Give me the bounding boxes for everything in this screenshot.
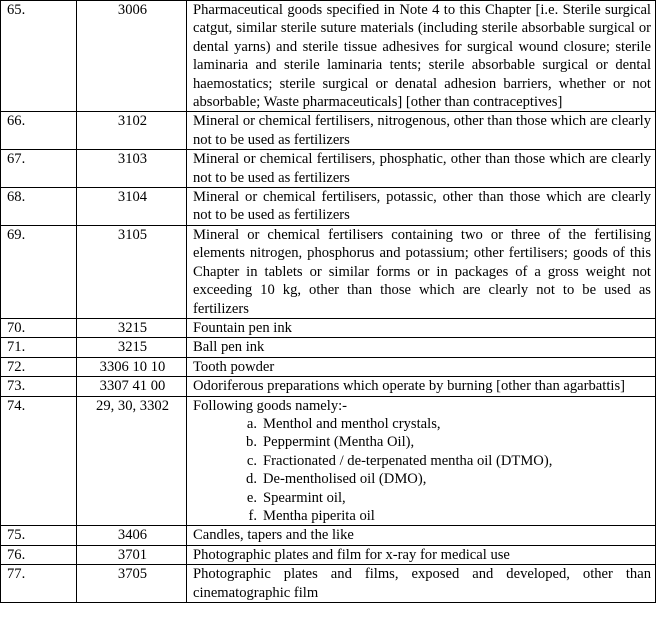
list-item-text: Menthol and menthol crystals, bbox=[263, 415, 441, 432]
serial-number: 65. bbox=[1, 1, 77, 112]
list-item-text: Fractionated / de-terpenated mentha oil (DTMO), bbox=[263, 452, 553, 469]
goods-description: Fountain pen ink bbox=[187, 318, 656, 337]
list-item bbox=[235, 489, 651, 507]
list-item bbox=[235, 507, 651, 525]
goods-description: Pharmaceutical goods specified in Note 4 to this Chapter [i.e. Sterile surgical catgut, similar sterile suture materials (including sterile absorbable surgical or dental yarns) and sterile tissue adhesives for surgical wound closure; sterile laminaria and sterile laminaria tents; sterile absorbable surgical or dental haemostatics; sterile surgical or denatal adhesion barriers, whether or not absorbable; Waste pharmaceuticals] [other than contraceptives] bbox=[187, 1, 656, 112]
list-item bbox=[235, 415, 651, 433]
table-row bbox=[1, 338, 656, 357]
table-row bbox=[1, 357, 656, 376]
tariff-heading: 3705 bbox=[77, 565, 187, 603]
serial-number: 69. bbox=[1, 225, 77, 318]
list-item bbox=[235, 470, 651, 488]
goods-description: Ball pen ink bbox=[187, 338, 656, 357]
table-row bbox=[1, 225, 656, 318]
goods-description: Photographic plates and film for x-ray for medical use bbox=[187, 545, 656, 564]
goods-description: Odoriferous preparations which operate by burning [other than agarbattis] bbox=[187, 377, 656, 396]
table-row bbox=[1, 565, 656, 603]
table-row bbox=[1, 318, 656, 337]
goods-sub-list bbox=[193, 415, 651, 525]
goods-description: Following goods namely:- bbox=[193, 397, 348, 414]
list-item bbox=[235, 433, 651, 451]
list-item-text: Spearmint oil, bbox=[263, 489, 346, 506]
list-item-text: Mentha piperita oil bbox=[263, 507, 375, 524]
goods-description: Photographic plates and films, exposed and developed, other than cinematographic film bbox=[187, 565, 656, 603]
list-marker: e. bbox=[246, 489, 257, 506]
goods-description: Mineral or chemical fertilisers, potassic, other than those which are clearly not to be used as fertilizers bbox=[187, 188, 656, 226]
tariff-heading: 3006 bbox=[77, 1, 187, 112]
serial-number: 75. bbox=[1, 526, 77, 545]
list-marker: f. bbox=[248, 507, 257, 524]
serial-number: 71. bbox=[1, 338, 77, 357]
tariff-heading: 3215 bbox=[77, 338, 187, 357]
table-row bbox=[1, 545, 656, 564]
table-row bbox=[1, 150, 656, 188]
serial-number: 76. bbox=[1, 545, 77, 564]
list-marker: b. bbox=[246, 434, 257, 451]
tariff-heading: 3306 10 10 bbox=[77, 357, 187, 376]
tariff-heading: 3105 bbox=[77, 225, 187, 318]
tariff-heading: 3406 bbox=[77, 526, 187, 545]
goods-description: Tooth powder bbox=[187, 357, 656, 376]
goods-description: Mineral or chemical fertilisers, nitrogenous, other than those which are clearly not to be used as fertilizers bbox=[187, 112, 656, 150]
list-marker: d. bbox=[246, 471, 257, 488]
tariff-heading: 3104 bbox=[77, 188, 187, 226]
tariff-heading: 3307 41 00 bbox=[77, 377, 187, 396]
goods-description: Mineral or chemical fertilisers, phosphatic, other than those which are clearly not to be used as fertilizers bbox=[187, 150, 656, 188]
table-row bbox=[1, 396, 656, 526]
goods-description-list bbox=[187, 396, 656, 526]
tariff-heading: 3103 bbox=[77, 150, 187, 188]
serial-number: 77. bbox=[1, 565, 77, 603]
table-row bbox=[1, 1, 656, 112]
table-row bbox=[1, 112, 656, 150]
list-item-text: De-mentholised oil (DMO), bbox=[263, 471, 427, 488]
tariff-heading: 29, 30, 3302 bbox=[77, 396, 187, 526]
table-row bbox=[1, 377, 656, 396]
list-item-text: Peppermint (Mentha Oil), bbox=[263, 434, 415, 451]
serial-number: 70. bbox=[1, 318, 77, 337]
list-item bbox=[235, 452, 651, 470]
serial-number: 74. bbox=[1, 396, 77, 526]
table-row bbox=[1, 526, 656, 545]
goods-description: Candles, tapers and the like bbox=[187, 526, 656, 545]
serial-number: 73. bbox=[1, 377, 77, 396]
goods-description: Mineral or chemical fertilisers containing two or three of the fertilising elements nitrogen, phosphorus and potassium; other fertilisers; goods of this Chapter in tablets or similar forms or in packages of a gross weight not exceeding 10 kg, other than those which are clearly not to be used as fertilizers bbox=[187, 225, 656, 318]
serial-number: 72. bbox=[1, 357, 77, 376]
serial-number: 66. bbox=[1, 112, 77, 150]
tariff-table-body bbox=[1, 1, 656, 603]
list-marker: a. bbox=[246, 415, 257, 432]
table-row bbox=[1, 188, 656, 226]
tariff-heading: 3102 bbox=[77, 112, 187, 150]
serial-number: 67. bbox=[1, 150, 77, 188]
tariff-heading: 3215 bbox=[77, 318, 187, 337]
tariff-heading: 3701 bbox=[77, 545, 187, 564]
list-marker: c. bbox=[246, 452, 257, 469]
serial-number: 68. bbox=[1, 188, 77, 226]
